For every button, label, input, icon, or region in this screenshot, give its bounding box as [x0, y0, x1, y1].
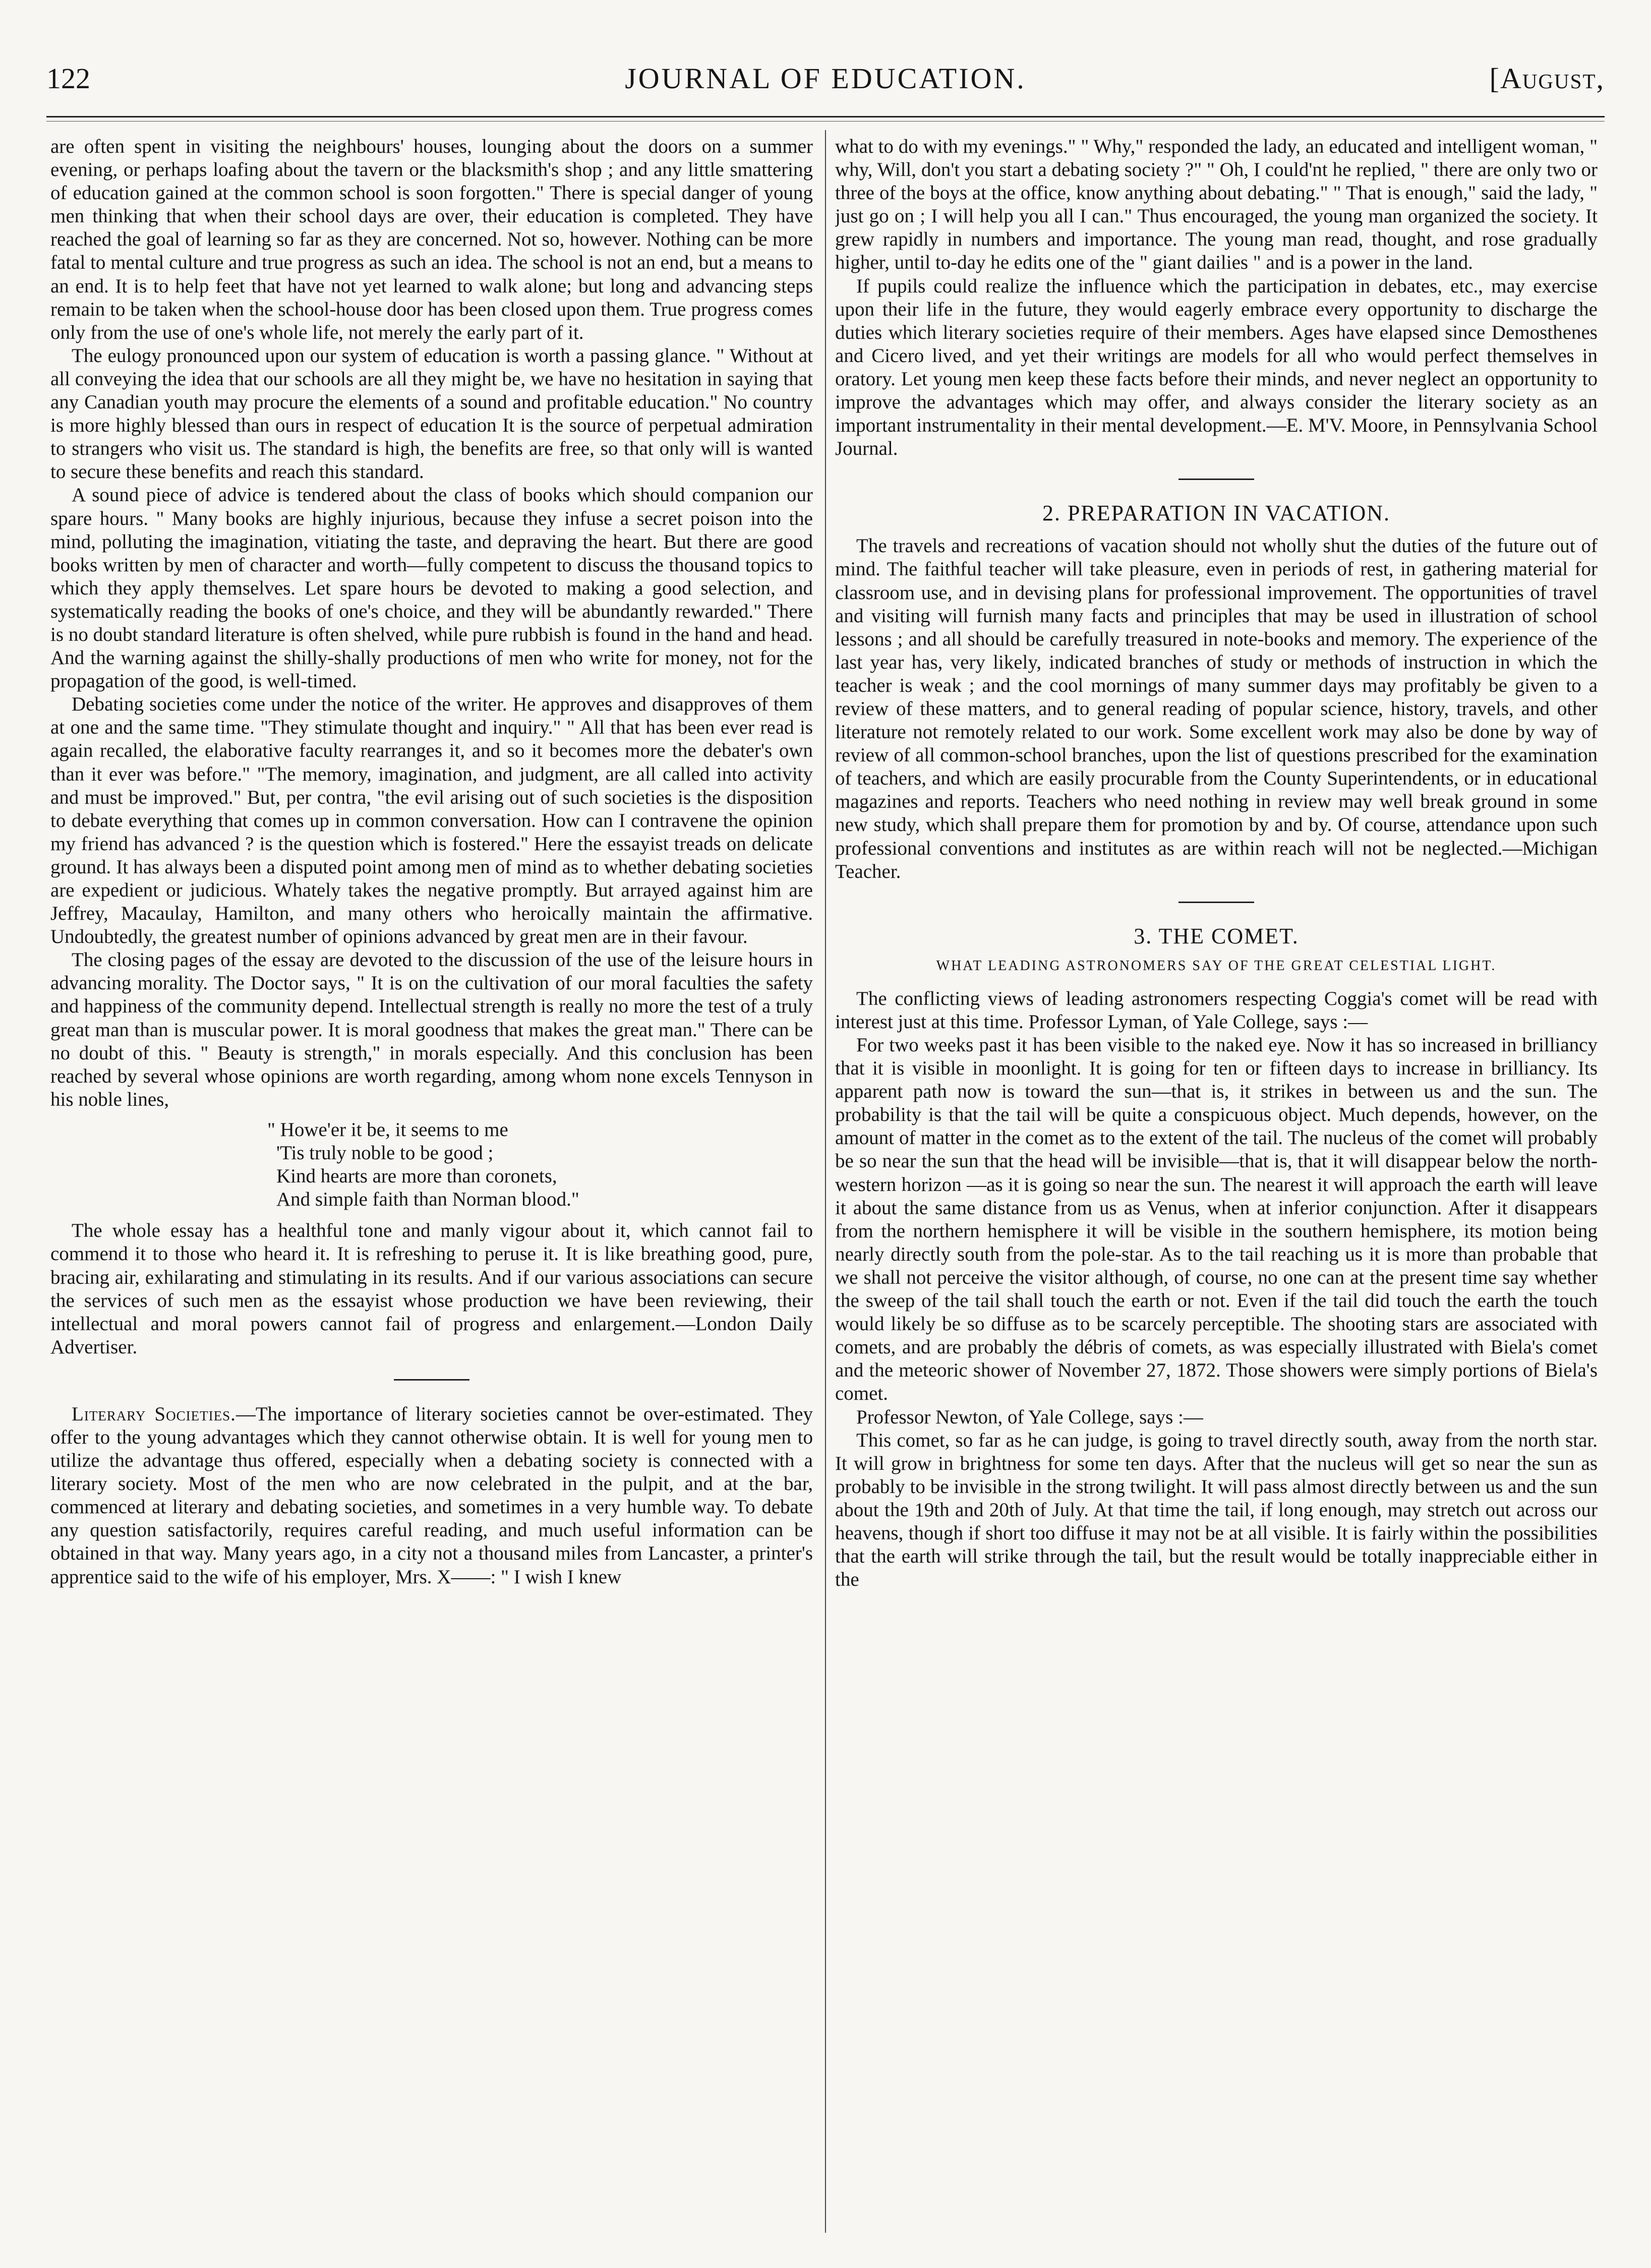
header-rule-thin — [46, 121, 1605, 122]
paragraph: Debating societies come under the notice of the writer. He approves and disapproves of them at one and the same time. "They stimulate thought and inquiry." " All that has been ever read is again recalled, the elaborative faculty rearranges it, and so it becomes more the debater's own than it ever was before." "The memory, imagination, and judgment, are all called into activity and must be improved." But, per contra, "the evil arising out of such societies is the disposition to debate everything that comes up in common conversation. How can I contravene the opinion my friend has advanced ? is the question which is fostered." Here the essayist treads on delicate ground. It has always been a disputed point among men of mind as to whether debating societies are expedient or judicious. Whately takes the negative promptly. But arrayed against him are Jeffrey, Macaulay, Hamilton, and many others who heroically maintain the affirmative. Undoubtedly, the greatest number of opinions advanced by great men are in their favour. — [50, 693, 813, 948]
section-subheading: WHAT LEADING ASTRONOMERS SAY OF THE GREAT CELESTIAL LIGHT. — [936, 958, 1497, 974]
paragraph: A sound piece of advice is tendered about the class of books which should companion our spare hours. " Many books are highly injurious, because they infuse a secret poison into the mind, polluting the imagination, vitiating the taste, and depraving the heart. But there are good books written by men of character and worth—fully competent to discuss the thousand topics to which they apply themselves. Let spare hours be devoted to making a good selection, and systematically reading the books of one's choice, and they will be abundantly rewarded." There is no doubt standard literature is often shelved, while pure rubbish is found in the hand and head. And the warning against the shilly-shally productions of men who write for money, not for the propagation of the good, is well-timed. — [50, 484, 813, 692]
paragraph: are often spent in visiting the neighbours' houses, lounging about the doors on a summer evening, or perhaps loafing about the tavern or the blacksmith's shop ; and any little smattering of education gained at the common school is soon forgotten." There is special danger of young men thinking that when their school days are over, their education is completed. They have reached the goal of learning so far as they are concerned. Not so, however. Nothing can be more fatal to mental culture and true progress as such an idea. The school is not an end, but a means to an end. It is to help feet that have not yet learned to walk alone; but long and advancing steps remain to be taken when the school-house door has been closed upon them. True progress comes only from the use of one's whole life, not merely the early part of it. — [50, 136, 813, 343]
paragraph: The closing pages of the essay are devoted to the discussion of the use of the leisure hours in advancing morality. The Doctor says, " It is on the cultivation of our moral faculties the safety and happiness of the community depend. Intellectual strength is really no more the test of a truly great man than is muscular power. It is moral goodness that makes the great man." There can be no doubt of this. " Beauty is strength," in morals especially. And this conclusion has been reached by several whose opinions are worth regarding, among whom none excels Tennyson in his noble lines, — [50, 949, 813, 1110]
journal-title: JOURNAL OF EDUCATION. — [625, 62, 1026, 95]
verse-line: 'Tis truly noble to be good ; — [276, 1142, 494, 1164]
paragraph-body: —The importance of literary societies cannot be over-estimated. They offer to the young advantages which they cannot otherwise obtain. It is well for young men to utilize the advantage thus offered, especially when a debating society is connected with a literary society. Most of the men who are now celebrated in the pulpit, and at the bar, commenced at literary and debating societies, and sometimes in a very humble way. To debate any question satisfactorily, requires careful reading, and much useful information can be obtained in that way. Many years ago, in a city not a thousand miles from Lancaster, a printer's apprentice said to the wife of his employer, Mrs. X——: " I wish I knew — [50, 1403, 813, 1588]
right-column — [835, 135, 1598, 2238]
section-separator — [394, 1379, 469, 1381]
run-in-heading: Literary Societies. — [72, 1403, 236, 1425]
section-heading-preparation: 2. PREPARATION IN VACATION. — [1042, 501, 1391, 526]
paragraph: Professor Newton, of Yale College, says :— — [856, 1406, 1203, 1428]
header-rule — [46, 116, 1605, 117]
left-column — [50, 135, 813, 2238]
verse-line: Kind hearts are more than coronets, — [276, 1165, 557, 1187]
paragraph: The conflicting views of leading astronomers respecting Coggia's comet will be read with interest just at this time. Professor Lyman, of Yale College, says :— — [835, 987, 1598, 1033]
section-separator — [1178, 902, 1254, 903]
section-heading-comet: 3. THE COMET. — [1134, 923, 1299, 948]
page-number: 122 — [46, 62, 90, 95]
paragraph: The travels and recreations of vacation should not wholly shut the duties of the future out of mind. The faithful teacher will take pleasure, even in periods of rest, in gathering material for classroom use, and in devising plans for professional improvement. The opportunities of travel and visiting will furnish many facts and principles that may be used in illustration of school lessons ; and all should be carefully treasured in note-books and memory. The experience of the last year has, very likely, indicated branches of study or methods of instruction in which the teacher is weak ; and the cool mornings of many summer days may profitably be given to a review of these matters, and to general reading of popular science, history, travels, and other literature not remotely related to our work. Some excellent work may also be done by way of review of all common-school branches, upon the list of questions prescribed for the examination of teachers, and which are easily procurable from the County Superintendents, or in educational magazines and reports. Teachers who need nothing in review may well break ground in some new study, which shall prepare them for promotion by and by. Of course, attendance upon such professional conventions and institutes as are within reach will not be neglected.—Michigan Teacher. — [835, 535, 1598, 882]
paragraph: The whole essay has a healthful tone and manly vigour about it, which cannot fail to commend it to those who heard it. It is refreshing to peruse it. It is like breathing good, pure, bracing air, exhilarating and stimulating in its results. And if our various associations can secure the services of such men as the essayist whose production we have been reviewing, their intellectual and moral powers cannot fail of progress and enlargement.—London Daily Advertiser. — [50, 1220, 813, 1358]
section-separator — [1178, 479, 1254, 480]
month-label: [August, — [1489, 62, 1605, 95]
paragraph: what to do with my evenings." " Why," responded the lady, an educated and intelligent woman, " why, Will, don't you start a debating society ?" " Oh, I could'nt he replied, " there are only two or three of the boys at the office, know anything about debating." " That is enough," said the lady, " just go on ; I will help you all I can." Thus encouraged, the young man organized the society. It grew rapidly in numbers and importance. The young man read, thought, and rose gradually higher, until to-day he edits one of the " giant dailies " and is a power in the land. — [835, 136, 1598, 274]
verse-line: And simple faith than Norman blood." — [276, 1188, 579, 1211]
verse-line: " Howe'er it be, it seems to me — [267, 1118, 508, 1141]
page-header — [46, 62, 1605, 117]
tennyson-verse — [267, 1118, 813, 1211]
paragraph: If pupils could realize the influence which the participation in debates, etc., may exercise upon their life in the future, they would eagerly embrace every opportunity to discharge the duties which literary societies require of their members. Ages have elapsed since Demosthenes and Cicero lived, and yet their writings are models for all who would perfect themselves in oratory. Let young men keep these facts before their minds, and never neglect an opportunity to improve the advantages which may offer, and always consider the literary society as an important instrumentality in their mental development.—E. M'V. Moore, in Pennsylvania School Journal. — [835, 275, 1598, 460]
paragraph-literary-societies — [50, 1403, 813, 1589]
paragraph: For two weeks past it has been visible to the naked eye. Now it has so increased in brilliancy that it is visible in moonlight. It is going for ten or fifteen days to increase in brilliancy. Its apparent path now is toward the sun—that is, it strikes in between us and the sun. The probability is that the tail will be quite a conspicuous object. Much depends, however, on the amount of matter in the comet as to the extent of the tail. The nucleus of the comet will probably be so near the sun that the head will be invisible—that is, that it will disappear below the north-western horizon —as it is going so near the sun. The nearest it will approach the earth will leave it about the same distance from us as Venus, when at inferior conjunction. After it disappears from the northern hemisphere it will be visible in the southern hemisphere, its motion being nearly directly south from the pole-star. As to the tail reaching us it is more than probable that we shall not perceive the visitor although, of course, no one can at the present time say whether the sweep of the tail shall touch the earth or not. Even if the tail did touch the earth the touch would likely be so diffuse as to be scarcely perceptible. The shooting stars are associated with comets, and are probably the débris of comets, as was especially illustrated with Biela's comet and the meteoric shower of November 27, 1872. Those showers were simply portions of Biela's comet. — [835, 1034, 1598, 1405]
paragraph: This comet, so far as he can judge, is going to travel directly south, away from the north star. It will grow in brightness for some ten days. After that the nucleus will get so near the sun as probably to be invisible in the strong twilight. It will pass almost directly between us and the sun about the 19th and 20th of July. At that time the tail, if long enough, may stretch out across our heavens, though if short too diffuse it may not be at all visible. It is fairly within the possibilities that the earth will strike through the tail, but the result would be totally inappreciable either in the — [835, 1429, 1598, 1591]
paragraph: The eulogy pronounced upon our system of education is worth a passing glance. " Without at all conveying the idea that our schools are all they might be, we have no hesitation in saying that any Canadian youth may procure the elements of a sound and profitable education." No country is more highly blessed than ours in respect of education It is the source of perpetual admiration to strangers who visit us. The standard is high, the benefits are free, so that only will is wanted to secure these benefits and reach this standard. — [50, 344, 813, 483]
column-divider — [825, 130, 826, 2233]
